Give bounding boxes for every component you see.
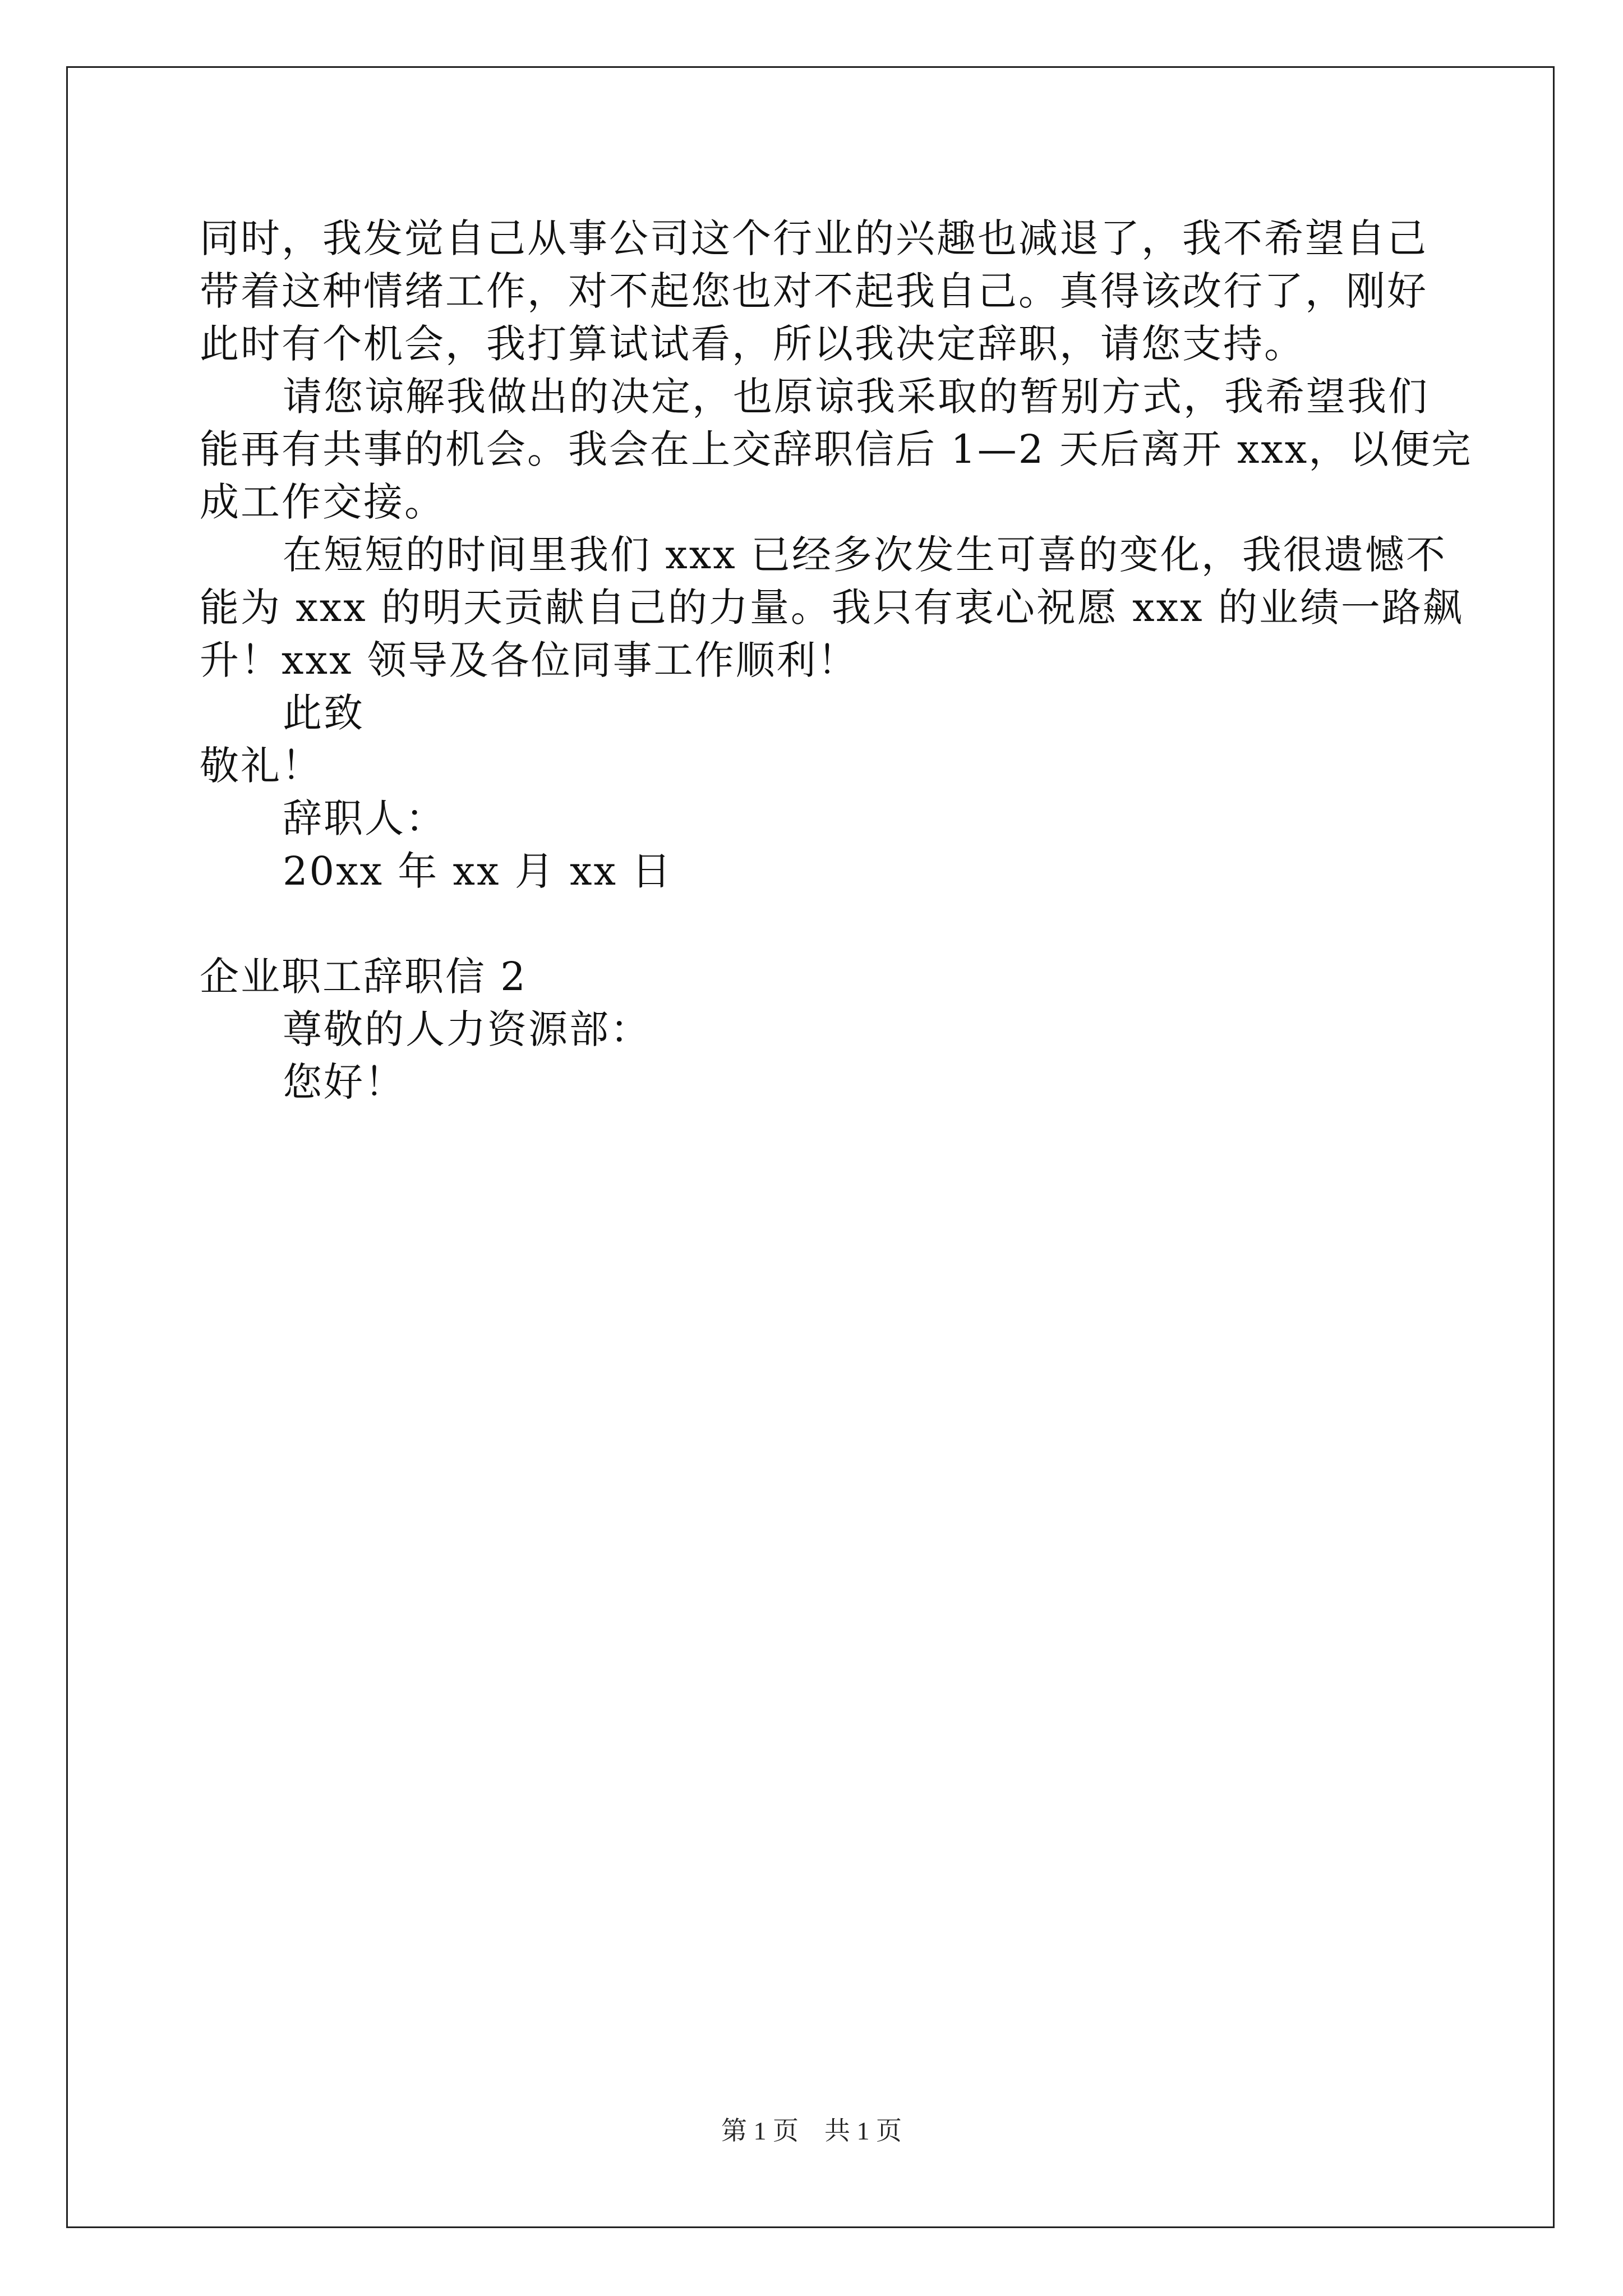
- page-number: 第 1 页 共 1 页: [721, 2116, 902, 2145]
- document-body: [200, 212, 1473, 1108]
- paragraph-line: 同时，我发觉自己从事公司这个行业的兴趣也减退了，我不希望自己: [200, 215, 1428, 261]
- paragraph-line: 升！xxx 领导及各位同事工作顺利！: [200, 637, 859, 683]
- date-line: 20xx 年 xx 月 xx 日: [283, 848, 673, 894]
- paragraph-line: 能为 xxx 的明天贡献自己的力量。我只有衷心祝愿 xxx 的业绩一路飙: [200, 585, 1464, 631]
- paragraph-line: 成工作交接。: [200, 479, 445, 525]
- paragraph-line: 能再有共事的机会。我会在上交辞职信后 1—2 天后离开 xxx，以便完: [200, 426, 1473, 472]
- signature-label: 辞职人：: [283, 795, 446, 841]
- greeting-line: 您好！: [283, 1059, 405, 1105]
- paragraph-line: 此时有个机会，我打算试试看，所以我决定辞职，请您支持。: [200, 321, 1305, 367]
- recipient-line: 尊敬的人力资源部：: [283, 1006, 651, 1052]
- paragraph-line: 请您谅解我做出的决定，也原谅我采取的暂别方式，我希望我们: [283, 374, 1429, 420]
- paragraph-line: 在短短的时间里我们 xxx 已经多次发生可喜的变化，我很遗憾不: [283, 532, 1447, 578]
- section-title: 企业职工辞职信 2: [200, 954, 527, 1000]
- salutation-line: 敬礼！: [200, 743, 322, 789]
- paragraph-line: 带着这种情绪工作，对不起您也对不起我自己。真得该改行了，刚好: [200, 268, 1428, 314]
- closing-line: 此致: [283, 690, 365, 736]
